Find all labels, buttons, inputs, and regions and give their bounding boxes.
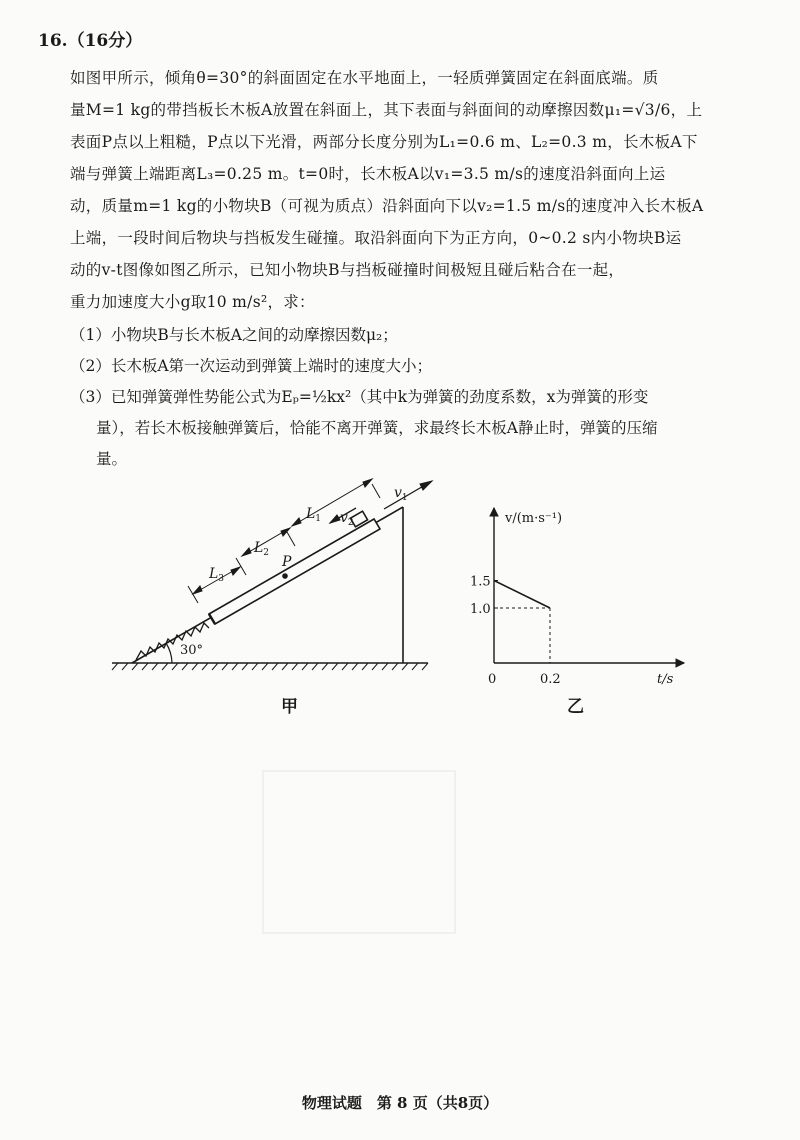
- x-tick-label: 0.2: [540, 672, 561, 687]
- question-body: [70, 62, 756, 318]
- label-l3: $L_3$: [209, 566, 225, 584]
- question-parts: [70, 320, 756, 475]
- label-p: P: [282, 554, 292, 570]
- part-3-cont-1: 量），若长木板接触弹簧后，恰能不离开弹簧，求最终长木板A静止时，弹簧的压缩: [96, 419, 658, 437]
- origin-label: 0: [488, 672, 497, 687]
- label-l1: $L_1$: [306, 506, 322, 524]
- para-line-5: 动，质量m=1 kg的小物块B（可视为质点）沿斜面向下以v₂=1.5 m/s的速度冲入长木板A: [70, 197, 704, 215]
- figure-yi-chart: [490, 508, 684, 667]
- figure-jia-incline: [112, 507, 428, 670]
- y-axis-arrow: [490, 508, 498, 516]
- label-l2: $L_2$: [254, 540, 270, 558]
- para-line-4: 端与弹簧上端距离L₃=0.25 m。t=0时，长木板A以v₁=3.5 m/s的速度沿斜面向上运: [70, 165, 666, 183]
- y-tick-label: 1.5: [470, 574, 491, 590]
- caption-jia: 甲: [281, 697, 298, 717]
- para-line-1: 如图甲所示，倾角θ=30°的斜面固定在水平地面上，一轻质弹簧固定在斜面底端。质: [70, 69, 659, 87]
- para-line-2: 量M=1 kg的带挡板长木板A放置在斜面上，其下表面与斜面间的动摩擦因数μ₁=√3/6，上: [70, 101, 703, 119]
- part-3: （3）已知弹簧弹性势能公式为Eₚ=½kx²（其中k为弹簧的劲度系数，x为弹簧的形变: [70, 388, 649, 406]
- y-tick-label: 1.0: [470, 602, 491, 617]
- part-1: （1）小物块B与长木板A之间的动摩擦因数μ₂；: [70, 326, 398, 344]
- angle-label: 30°: [180, 643, 204, 658]
- y-axis-label: v/(m·s⁻¹): [505, 511, 563, 526]
- series-line-block-b: [494, 581, 550, 609]
- para-line-3: 表面P点以上粗糙，P点以下光滑，两部分长度分别为L₁=0.6 m、L₂=0.3 m，长木板A下: [70, 133, 698, 151]
- angle-arc: [166, 643, 172, 663]
- x-axis-label: t/s: [657, 672, 674, 687]
- part-3-cont-2: 量。: [96, 450, 128, 468]
- caption-yi: 乙: [567, 697, 584, 717]
- question-number: 16.（16分）: [38, 31, 143, 51]
- para-line-8: 重力加速度大小g取10 m/s²，求：: [70, 293, 315, 311]
- page-footer: 物理试题 第 8 页（共8页）: [301, 1094, 499, 1112]
- label-v2: $v_2$: [340, 510, 354, 528]
- x-axis-arrow: [676, 659, 684, 667]
- faded-stamp-background: [262, 770, 456, 934]
- para-line-7: 动的v-t图像如图乙所示，已知小物块B与挡板碰撞时间极短且碰后粘合在一起，: [70, 261, 625, 279]
- para-line-6: 上端，一段时间后物块与挡板发生碰撞。取沿斜面向下为正方向，0~0.2 s内小物块B运: [70, 229, 682, 247]
- point-p: [283, 574, 287, 578]
- label-v1: $v_1$: [394, 485, 408, 503]
- figures-svg: [0, 470, 800, 730]
- part-2: （2）长木板A第一次运动到弹簧上端时的速度大小；: [70, 357, 433, 375]
